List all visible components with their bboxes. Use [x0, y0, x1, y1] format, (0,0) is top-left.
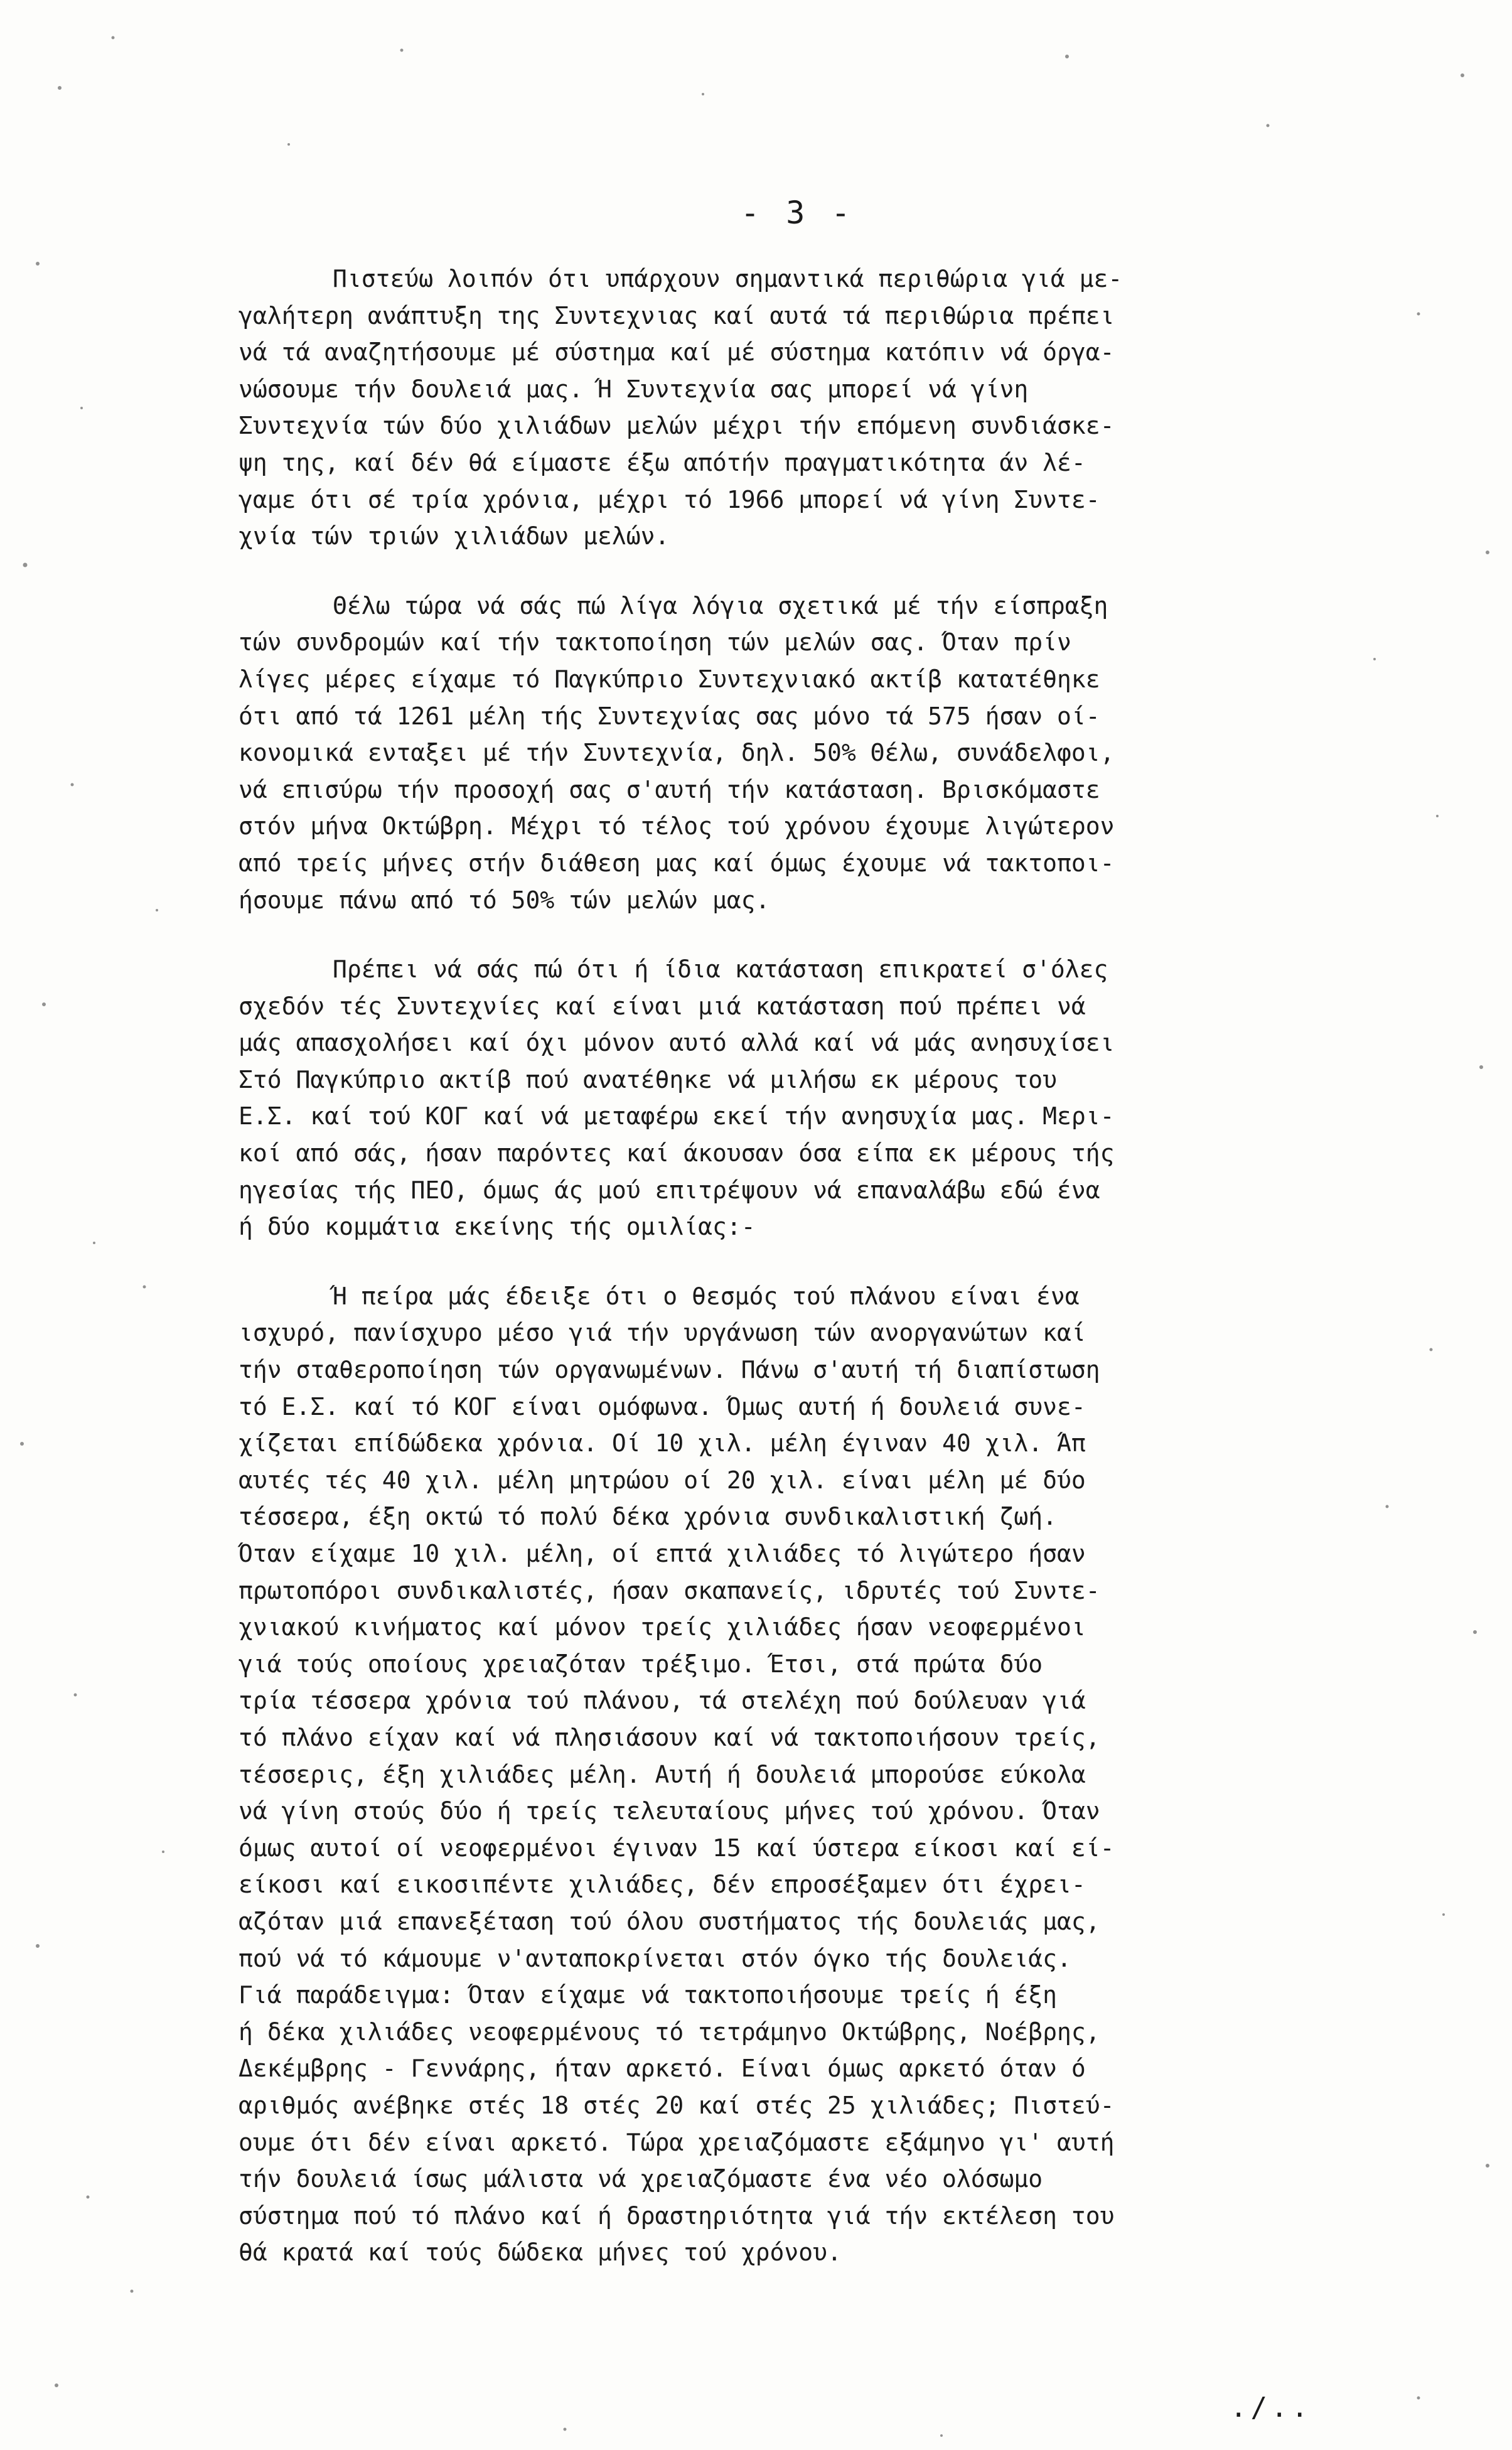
- text-line: ηγεσίας τής ΠΕΟ, όμως άς μού επιτρέψουν νά επαναλάβω εδώ ένα: [239, 1176, 1100, 1204]
- paragraph-3: [239, 951, 1406, 1245]
- text-line: ότι από τά 1261 μέλη τής Συντεχνίας σας μόνο τά 575 ήσαν οί-: [239, 702, 1100, 730]
- text-line: ήσουμε πάνω από τό 50% τών μελών μας.: [239, 886, 770, 914]
- text-line: χνία τών τριών χιλιάδων μελών.: [239, 522, 670, 551]
- text-line: Ή πείρα μάς έδειξε ότι ο θεσμός τού πλάνου είναι ένα: [333, 1282, 1080, 1310]
- text-line: γαλήτερη ανάπτυξη της Συντεχνιας καί αυτά τά περιθώρια πρέπει: [239, 301, 1115, 330]
- text-line: κονομικά ενταξει μέ τήν Συντεχνία, δηλ. 50% Θέλω, συνάδελφοι,: [239, 739, 1115, 767]
- text-line: χνιακού κινήματος καί μόνον τρείς χιλιάδες ήσαν νεοφερμένοι: [239, 1613, 1086, 1641]
- text-line: νά γίνη στούς δύο ή τρείς τελευταίους μήνες τού χρόνου. Όταν: [239, 1797, 1100, 1825]
- text-line: τρία τέσσερα χρόνια τού πλάνου, τά στελέχη πού δούλευαν γιά: [239, 1687, 1086, 1715]
- text-line: ουμε ότι δέν είναι αρκετό. Τώρα χρειαζόμαστε εξάμηνο γι' αυτή: [239, 2128, 1115, 2156]
- text-line: στόν μήνα Οκτώβρη. Μέχρι τό τέλος τού χρόνου έχουμε λιγώτερον: [239, 812, 1115, 841]
- text-line: ή δέκα χιλιάδες νεοφερμένους τό τετράμηνο Οκτώβρης, Νοέβρης,: [239, 2017, 1100, 2046]
- text-line: Στό Παγκύπριο ακτίβ πού ανατέθηκε νά μιλήσω εκ μέρους του: [239, 1065, 1058, 1093]
- text-line: τέσσερα, έξη οκτώ τό πολύ δέκα χρόνια συνδικαλιστική ζωή.: [239, 1503, 1058, 1531]
- text-line: σύστημα πού τό πλάνο καί ή δραστηριότητα γιά τήν εκτέλεση του: [239, 2201, 1115, 2230]
- text-line: γαμε ότι σέ τρία χρόνια, μέχρι τό 1966 μπορεί νά γίνη Συντε-: [239, 485, 1100, 513]
- paragraph-1: [239, 261, 1406, 555]
- text-line: θά κρατά καί τούς δώδεκα μήνες τού χρόνου.: [239, 2238, 842, 2267]
- text-line: νά τά αναζητήσουμε μέ σύστημα καί μέ σύστημα κατόπιν νά όργα-: [239, 338, 1115, 367]
- text-line: σχεδόν τές Συντεχνίες καί είναι μιά κατάσταση πού πρέπει νά: [239, 992, 1086, 1020]
- text-line: πού νά τό κάμουμε ν'ανταποκρίνεται στόν όγκο τής δουλειάς.: [239, 1944, 1071, 1972]
- text-line: τό πλάνο είχαν καί νά πλησιάσουν καί νά τακτοποιήσουν τρείς,: [239, 1723, 1100, 1751]
- text-line: αζόταν μιά επανεξέταση τού όλου συστήματος τής δουλειάς μας,: [239, 1907, 1100, 1935]
- text-line: Όταν είχαμε 10 χιλ. μέλη, οί επτά χιλιάδες τό λιγώτερο ήσαν: [239, 1540, 1086, 1567]
- text-line: αυτές τές 40 χιλ. μέλη μητρώου οί 20 χιλ. είναι μέλη μέ δύο: [239, 1466, 1086, 1494]
- text-line: νά επισύρω τήν προσοχή σας σ'αυτή τήν κατάσταση. Βρισκόμαστε: [239, 775, 1100, 803]
- text-line: πρωτοπόροι συνδικαλιστές, ήσαν σκαπανείς, ιδρυτές τού Συντε-: [239, 1576, 1100, 1604]
- text-line: Πρέπει νά σάς πώ ότι ή ίδια κατάσταση επικρατεί σ'όλες: [333, 955, 1108, 984]
- text-line: ισχυρό, πανίσχυρο μέσο γιά τήν υργάνωση τών ανοργανώτων καί: [239, 1319, 1086, 1347]
- letter-body: [239, 261, 1406, 2304]
- text-line: ψη της, καί δέν θά είμαστε έξω απότήν πραγματικότητα άν λέ-: [239, 448, 1086, 476]
- paragraph-2: [239, 588, 1406, 918]
- text-line: τό Ε.Σ. καί τό ΚΟΓ είναι ομόφωνα. Όμως αυτή ή δουλειά συνε-: [239, 1392, 1086, 1421]
- text-line: λίγες μέρες είχαμε τό Παγκύπριο Συντεχνιακό ακτίβ κατατέθηκε: [239, 665, 1100, 693]
- text-line: τήν σταθεροποίηση τών οργανωμένων. Πάνω σ'αυτή τή διαπίστωση: [239, 1356, 1100, 1384]
- text-line: κοί από σάς, ήσαν παρόντες καί άκουσαν όσα είπα εκ μέρους τής: [239, 1139, 1115, 1168]
- text-line: είκοσι καί εικοσιπέντε χιλιάδες, δέν επροσέξαμεν ότι έχρει-: [239, 1871, 1086, 1899]
- text-line: ή δύο κομμάτια εκείνης τής ομιλίας:-: [239, 1213, 756, 1241]
- text-line: μάς απασχολήσει καί όχι μόνον αυτό αλλά καί νά μάς ανησυχίσει: [239, 1029, 1115, 1057]
- text-line: τέσσερις, έξη χιλιάδες μέλη. Αυτή ή δουλειά μπορούσε εύκολα: [239, 1760, 1086, 1788]
- text-line: Ε.Σ. καί τού ΚΟΓ καί νά μεταφέρω εκεί τήν ανησυχία μας. Μερι-: [239, 1102, 1115, 1131]
- text-line: τήν δουλειά ίσως μάλιστα νά χρειαζόμαστε ένα νέο ολόσωμο: [239, 2165, 1043, 2193]
- text-line: όμως αυτοί οί νεοφερμένοι έγιναν 15 καί ύστερα είκοσι καί εί-: [239, 1834, 1115, 1862]
- text-line: Δεκέμβρης - Γεννάρης, ήταν αρκετό. Είναι όμως αρκετό όταν ό: [239, 2055, 1086, 2083]
- text-line: Θέλω τώρα νά σάς πώ λίγα λόγια σχετικά μέ τήν είσπραξη: [333, 591, 1108, 620]
- text-line: νώσουμε τήν δουλειά μας. Ή Συντεχνία σας μπορεί νά γίνη: [239, 375, 1029, 403]
- text-line: αριθμός ανέβηκε στές 18 στές 20 καί στές 25 χιλιάδες; Πιστεύ-: [239, 2091, 1115, 2119]
- continuation-mark: ./..: [1230, 2392, 1312, 2424]
- text-line: Γιά παράδειγμα: Όταν είχαμε νά τακτοποιήσουμε τρείς ή έξη: [239, 1981, 1058, 2009]
- text-line: τών συνδρομών καί τήν τακτοποίηση τών μελών σας. Όταν πρίν: [239, 628, 1071, 657]
- page-number: - 3 -: [741, 195, 854, 231]
- text-line: Πιστεύω λοιπόν ότι υπάρχουν σημαντικά περιθώρια γιά με-: [333, 265, 1123, 293]
- text-line: χίζεται επίδώδεκα χρόνια. Οί 10 χιλ. μέλη έγιναν 40 χιλ. Άπ: [239, 1429, 1086, 1458]
- text-line: από τρείς μήνες στήν διάθεση μας καί όμως έχουμε νά τακτοποι-: [239, 849, 1115, 877]
- text-line: Συντεχνία τών δύο χιλιάδων μελών μέχρι τήν επόμενη συνδιάσκε-: [239, 412, 1115, 440]
- paragraph-4: [239, 1278, 1406, 2271]
- text-line: γιά τούς οποίους χρειαζόταν τρέξιμο. Έτσι, στά πρώτα δύο: [239, 1650, 1043, 1678]
